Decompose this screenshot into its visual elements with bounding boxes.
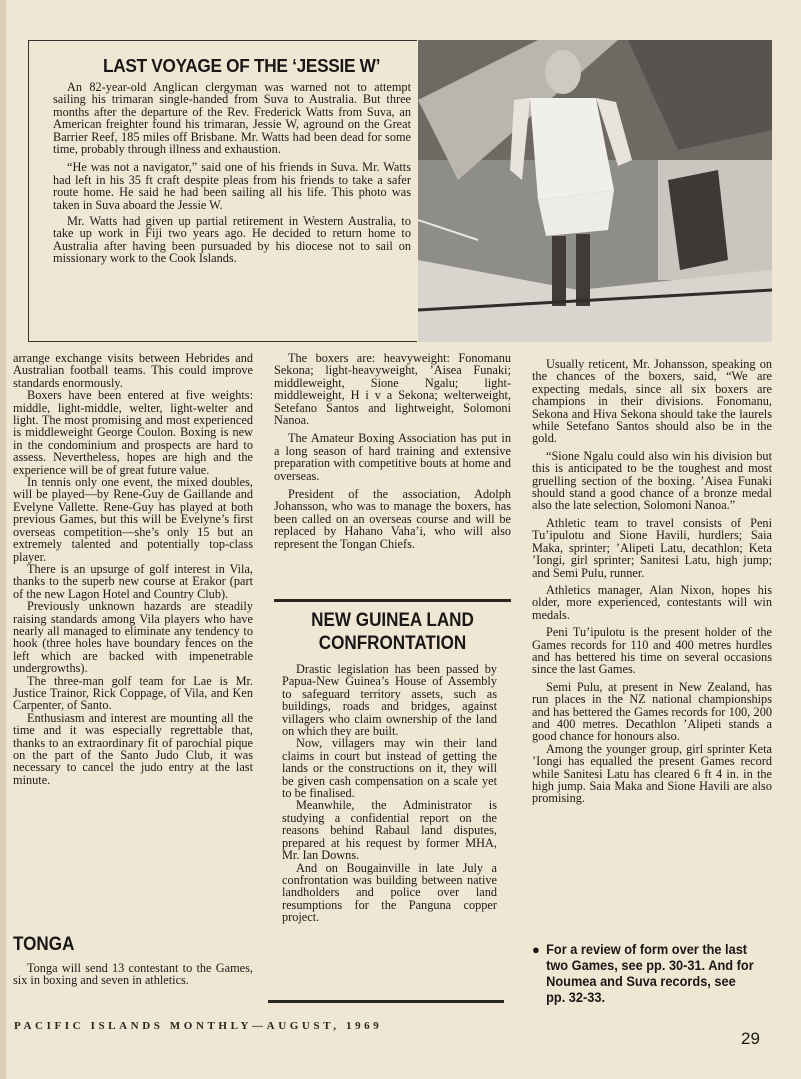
feature-title: LAST VOYAGE OF THE ‘JESSIE W’ <box>103 55 381 76</box>
new-guinea-body <box>282 663 497 924</box>
tonga-body <box>13 962 253 987</box>
column-paragraph: Athletic team to travel consists of Peni Tu’ipulotu and Sione Havili, hurdlers; Saia Maka, sprinter; ’Alipeti Latu, decathlon; Keta ’Iongi, girl sprinter; Sanitesi Latu, high jump; and Semi Pulu, runner. <box>532 515 772 580</box>
note-text: For a review of form over the last two Games, see pp. 30-31. And for Noumea and Suva records, see pp. 32-33. <box>546 942 754 1005</box>
column-paragraph: Peni Tu’ipulotu is the present holder of the Games records for 110 and 400 metres hurdles and has bettered his time on several occasions since the last Games. <box>532 625 772 677</box>
tonga-heading: TONGA <box>13 934 75 955</box>
feature-paragraph: An 82-year-old Anglican clergyman was warned not to attempt sailing his trimaran single-handed from Suva to Australia. But three months after the departure of the Rev. Frederick Watts from Suva, an American freighter found his trimaran, Jessie W, aground on the Great Barrier Reef, 185 miles off Brisbane. Mr. Watts had been dead for some time, probably through illness and exhaustion. <box>53 80 411 157</box>
column-paragraph: Enthusiasm and interest are mounting all the time and it was especially regrettable that, thanks to an extraordinary fit of parochial pique on the part of the Santo Judo Club, it was necessary to cancel the judo entry at the last minute. <box>13 710 253 787</box>
feature-story <box>28 40 772 342</box>
feature-body <box>53 81 411 265</box>
column-paragraph: “Sione Ngalu could also win his division but this is anticipated to be the toughest and most gruelling section of the boxing. ’Aisea Funaki should stand a good chance of a bronze medal also the late selection, Solomoni Nanoa.” <box>532 448 772 513</box>
column-paragraph: President of the association, Adolph Johansson, who was to manage the boxers, has been called on an overseas course and will be replaced by Hahano Vaha’i, who will also represent the Tongan Chiefs. <box>274 487 511 551</box>
column-paragraph: Previously unknown hazards are steadily raising standards among Vila players who have nearly all managed to eliminate any tendency to hook (three holes have boundary fences on the left which are backed with impenetrable undergrowths). <box>13 599 253 676</box>
column-paragraph: There is an upsurge of golf interest in Vila, thanks to the superb new course at Erakor (part of the new Lagon Hotel and Country Club). <box>13 561 253 601</box>
tonga-paragraph: Tonga will send 13 contestant to the Games, six in boxing and seven in athletics. <box>13 961 253 988</box>
feature-photo <box>418 40 772 342</box>
column-paragraph: The Amateur Boxing Association has put in a long season of hard training and extensive preparation with competitive bouts at home and overseas. <box>274 431 511 483</box>
ng-paragraph: And on Bougainville in late July a confrontation was building between native landholders and police over land resumptions for the Panguna copper project. <box>282 860 497 925</box>
column-2 <box>274 352 511 550</box>
bullet-icon: ● <box>532 942 540 957</box>
column-paragraph: The boxers are: heavyweight: Fonomanu Sekona; light-heavyweight, ’Aisea Funaki; middleweight, Sione Ngalu; light-middleweight, H i v a Sekona; welterweight, Setefano Santos and lightweight, Solomoni Nanoa. <box>274 351 511 428</box>
ng-paragraph: Now, villagers may win their land claims in court but instead of getting the lands or the constructions on it, they will be given cash compensation on a scale yet to be finalised. <box>282 736 497 801</box>
page-edge <box>0 0 6 1079</box>
new-guinea-heading <box>286 609 499 655</box>
ng-paragraph: Drastic legislation has been passed by Papua-New Guinea’s House of Assembly to safeguard territory assets, such as buildings, roads and bridges, against villagers who claim ownership of the land on which they are built. <box>282 662 497 739</box>
column-paragraph: Among the younger group, girl sprinter Keta ’Iongi has equalled the present Games record while Sanitesi Latu has cleared 6 ft 4 in. in the high jump. Saia Maka and Sione Havili are also promising. <box>532 741 772 806</box>
feature-box <box>28 40 417 342</box>
heading-line: NEW GUINEA LAND <box>311 610 474 631</box>
column-paragraph: The three-man golf team for Lae is Mr. Justice Trainor, Rick Coppage, of Vila, and Ken Carpenter, of Santo. <box>13 673 253 713</box>
photo-illustration <box>418 40 772 342</box>
column-paragraph: In tennis only one event, the mixed doubles, will be played—by Rene-Guy de Gaillande and Evelyne Vallette. Rene-Guy has played at both previous Games, but this will be Evelyne’s first overseas competition—she’s only 15 but an extremely talented and potentially top-class player. <box>13 475 253 564</box>
feature-paragraph: Mr. Watts had given up partial retirement in Western Australia, to take up work in Fiji two years ago. He decided to return home to Australia after having been pursuaded by his diocese not to sail on missionary work to the Cook Islands. <box>53 214 411 266</box>
column-paragraph: Usually reticent, Mr. Johansson, speaking on the chances of the boxers, said, “We are expecting medals, since all six boxers are champions in their divisions. Fonomanu, Sekona and Hiva Sekona should take the laurels while Setefano Santos should also be in the gold. <box>532 357 772 446</box>
section-divider <box>274 599 511 602</box>
masthead-footer: PACIFIC ISLANDS MONTHLY—AUGUST, 1969 <box>14 1020 383 1032</box>
column-paragraph: Athletics manager, Alan Nixon, hopes his older, more experienced, contestants will win medals. <box>532 582 772 622</box>
section-divider <box>268 1000 504 1003</box>
column-paragraph: arrange exchange visits between Hebrides and Australian football teams. This could improve standards enormously. <box>13 351 253 390</box>
column-3 <box>532 358 772 805</box>
column-paragraph: Boxers have been entered at five weights: middle, light-middle, welter, light-welter and light. The most promising and most experienced is middleweight George Coulon. Boxing is new in the condominium and prospects are hard to assess. Nevertheless, hopes are high and the experience will be of great future value. <box>13 388 253 477</box>
column-paragraph: Semi Pulu, at present in New Zealand, has run places in the NZ national championships and has bettered the Games records for 100, 200 and 400 metres. Decathlon ’Alipeti stands a good chance for honours also. <box>532 679 772 744</box>
cross-reference-note <box>532 942 772 1006</box>
ng-paragraph: Meanwhile, the Administrator is studying a confidential report on the reasons behind Rabaul land disputes, prepared at his request by former MHA, Mr. Ian Downs. <box>282 798 497 863</box>
heading-line: CONFRONTATION <box>318 633 467 654</box>
page-number: 29 <box>741 1029 760 1048</box>
column-1 <box>13 352 253 786</box>
feature-paragraph: “He was not a navigator,” said one of his friends in Suva. Mr. Watts had left in his 35 ft craft despite pleas from his friends to take a safer route home. He said he had been sailing all his life. This photo was taken in Suva aboard the Jessie W. <box>53 160 411 212</box>
